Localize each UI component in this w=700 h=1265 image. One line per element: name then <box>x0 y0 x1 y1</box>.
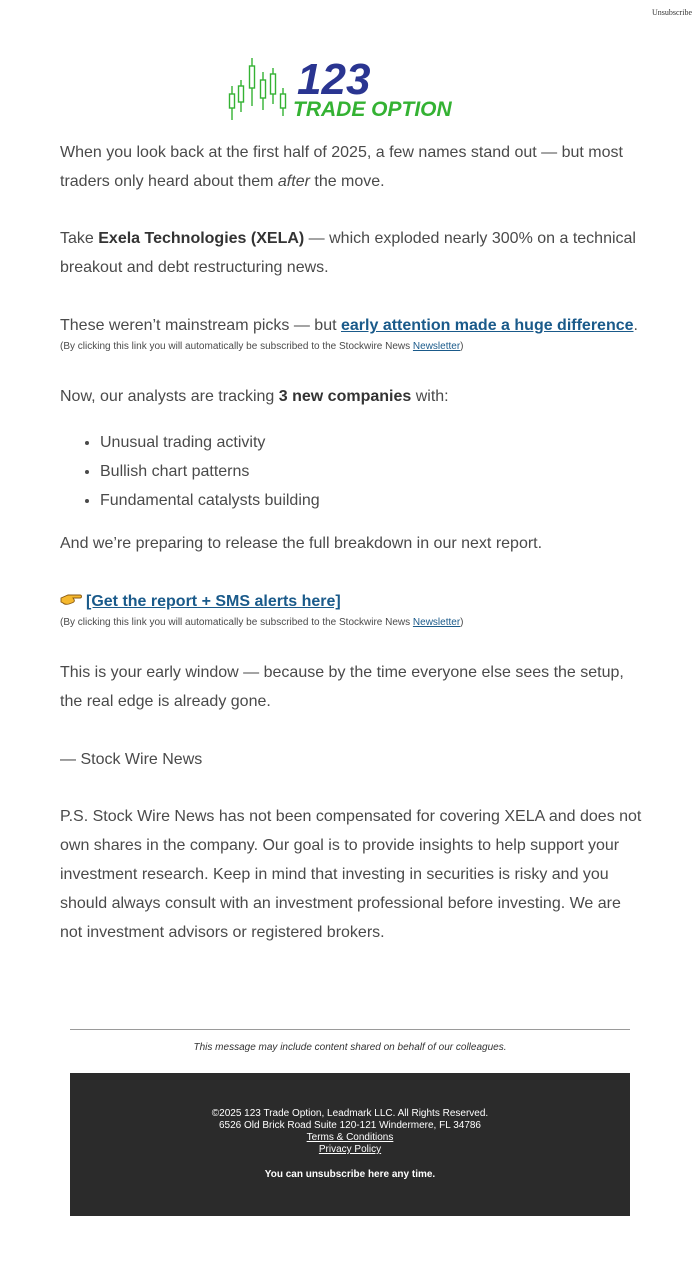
intro-paragraph: When you look back at the first half of 2025, a few names stand out — but most traders only heard about them after the move. <box>60 144 623 190</box>
tracking-paragraph: Now, our analysts are tracking 3 new companies with: <box>60 388 449 405</box>
list-item: • Unusual trading activity <box>100 428 320 457</box>
unsubscribe-link-footer[interactable]: You can unsubscribe here any time. <box>264 1169 436 1180</box>
logo-number: 123 <box>297 55 371 104</box>
get-report-link[interactable]: [Get the report + SMS alerts here] <box>86 593 341 610</box>
attention-paragraph: These weren’t mainstream picks — but early attention made a huge difference. <box>60 317 638 334</box>
candlestick-icon <box>230 58 286 120</box>
xela-paragraph: Take Exela Technologies (XELA) — which exploded nearly 300% on a technical breakout and debt restructuring news. <box>60 230 636 276</box>
subscribe-disclaimer: (By clicking this link you will automatically be subscribed to the Stockwire News Newsletter) <box>60 341 464 352</box>
newsletter-link[interactable]: Newsletter <box>412 341 461 352</box>
subscribe-disclaimer: (By clicking this link you will automatically be subscribed to the Stockwire News Newsletter) <box>60 617 464 628</box>
footer <box>70 1073 630 1216</box>
copyright: ©2025 123 Trade Option, Leadmark LLC. All Rights Reserved. <box>211 1108 489 1119</box>
terms-link[interactable]: Terms & Conditions <box>306 1132 394 1143</box>
list-item: • Fundamental catalysts building <box>100 486 320 515</box>
ps-disclaimer: P.S. Stock Wire News has not been compensated for covering XELA and does not own shares in the company. Our goal is to provide insights to help support your investment research. Keep in mind that investing in securities is risky and you should always consult with an investment professional before investing. We are not investment advisors or registered brokers. <box>60 808 642 941</box>
criteria-list <box>60 428 320 515</box>
unsubscribe-link-top[interactable]: Unsubscribe <box>652 8 692 17</box>
logo-wordmark: TRADE OPTION <box>293 98 452 121</box>
list-item: • Bullish chart patterns <box>100 457 320 486</box>
privacy-link[interactable]: Privacy Policy <box>318 1144 382 1155</box>
cta-line <box>60 587 645 616</box>
pointing-hand-icon <box>60 587 82 616</box>
early-attention-link[interactable]: early attention made a huge difference <box>341 317 634 334</box>
address: 6526 Old Brick Road Suite 120-121 Windermere, FL 34786 <box>219 1120 481 1131</box>
colleagues-note: This message may include content shared on behalf of our colleagues. <box>193 1042 507 1053</box>
newsletter-link[interactable]: Newsletter <box>412 617 461 628</box>
footer-divider <box>70 1029 630 1030</box>
early-window-paragraph: This is your early window — because by the time everyone else sees the setup, the real edge is already gone. <box>60 664 624 710</box>
report-paragraph: And we’re preparing to release the full breakdown in our next report. <box>60 535 543 552</box>
signoff: — Stock Wire News <box>60 751 203 768</box>
brand-logo <box>225 54 475 124</box>
